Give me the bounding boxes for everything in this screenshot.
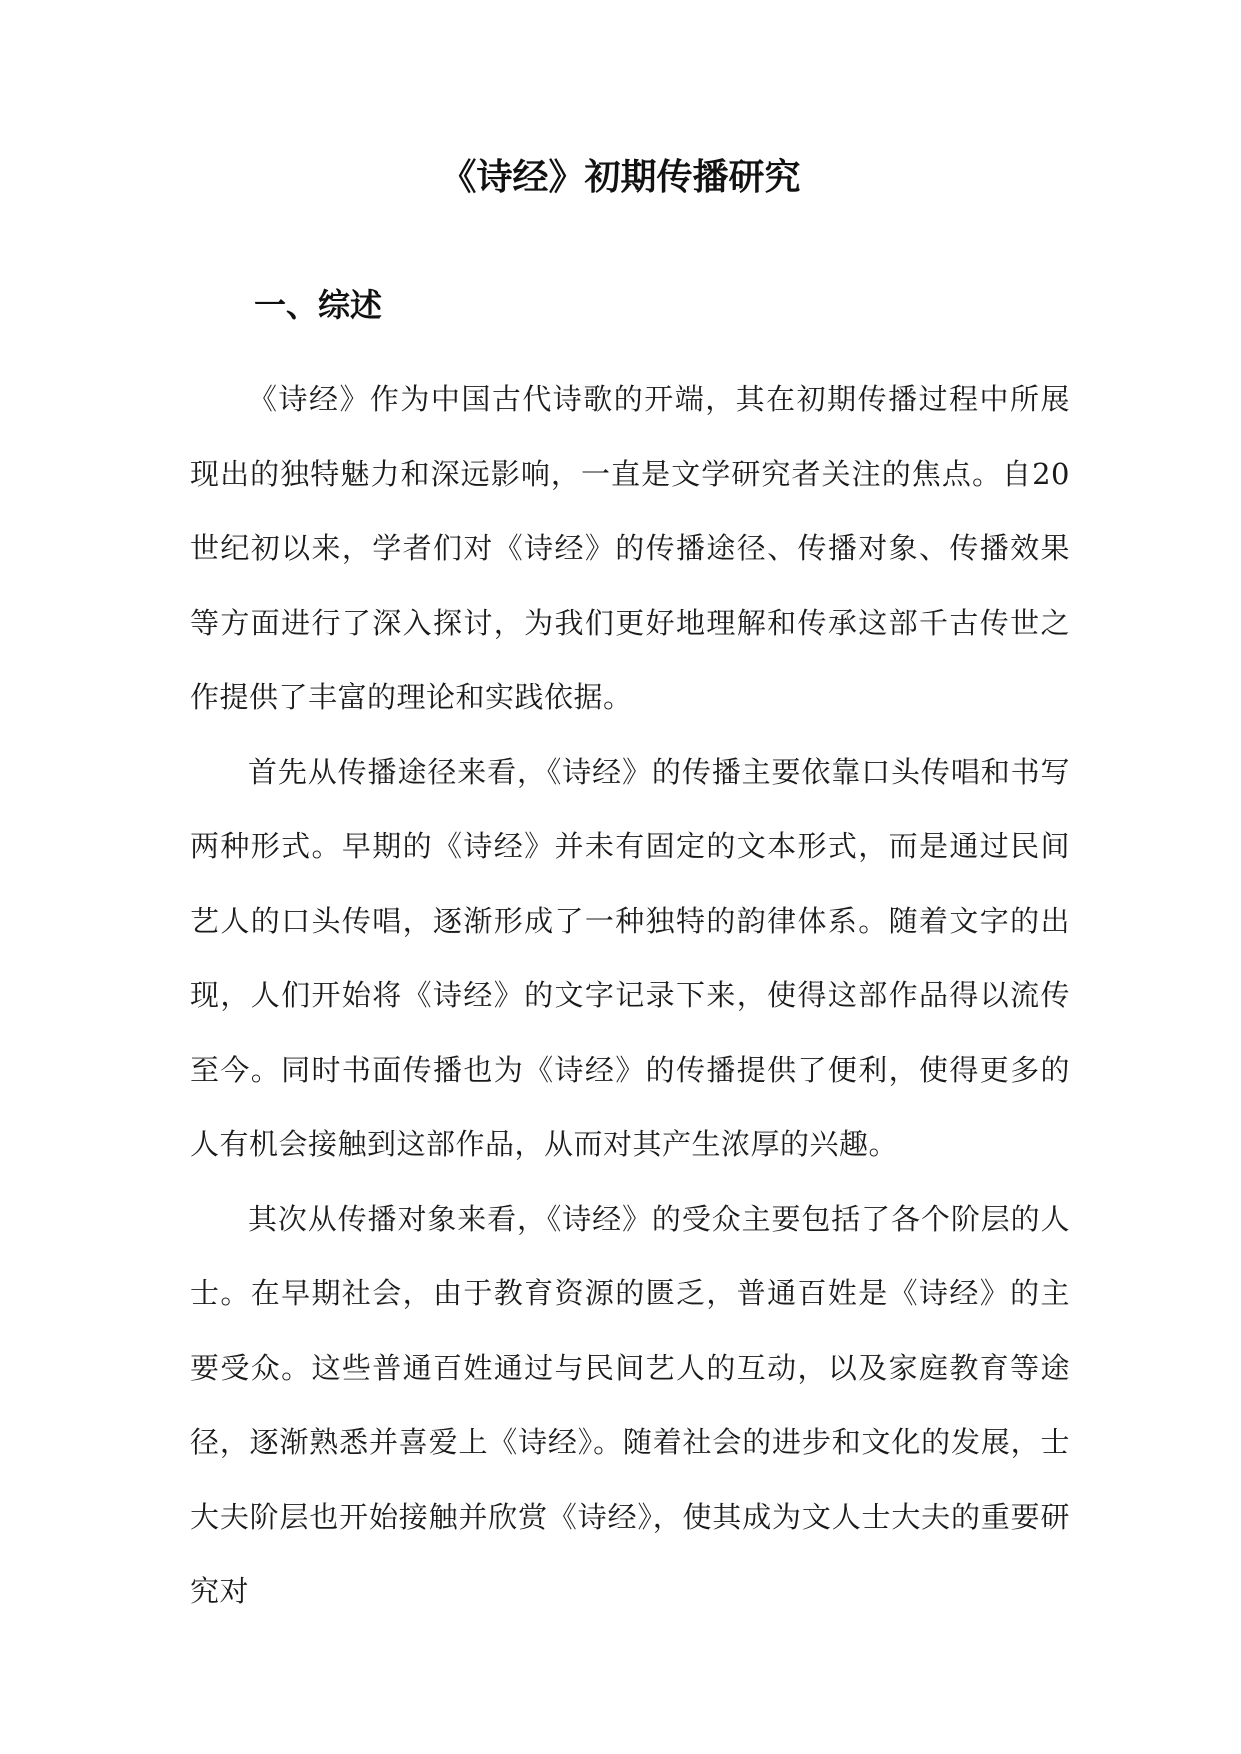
document-body xyxy=(190,362,1070,1629)
document-title: 《诗经》初期传播研究 xyxy=(440,156,801,198)
paragraph-overview: 《诗经》作为中国古代诗歌的开端，其在初期传播过程中所展现出的独特魅力和深远影响，一直是文学研究者关注的焦点。自20世纪初以来，学者们对《诗经》的传播途径、传播对象、传播效果等方面进行了深入探讨，为我们更好地理解和传承这部千古传世之作提供了丰富的理论和实践依据。 xyxy=(190,382,1070,714)
paragraph-transmission-channels: 首先从传播途径来看，《诗经》的传播主要依靠口头传唱和书写两种形式。早期的《诗经》并未有固定的文本形式，而是通过民间艺人的口头传唱，逐渐形成了一种独特的韵律体系。随着文字的出现，人们开始将《诗经》的文字记录下来，使得这部作品得以流传至今。同时书面传播也为《诗经》的传播提供了便利，使得更多的人有机会接触到这部作品，从而对其产生浓厚的兴趣。 xyxy=(190,754,1070,1161)
paragraph-transmission-audience: 其次从传播对象来看，《诗经》的受众主要包括了各个阶层的人士。在早期社会，由于教育资源的匮乏，普通百姓是《诗经》的主要受众。这些普通百姓通过与民间艺人的互动，以及家庭教育等途径，逐渐熟悉并喜爱上《诗经》。随着社会的进步和文化的发展，士大夫阶层也开始接触并欣赏《诗经》，使其成为文人士大夫的重要研究对 xyxy=(190,1201,1070,1608)
section-heading: 一、综述 xyxy=(254,286,383,324)
